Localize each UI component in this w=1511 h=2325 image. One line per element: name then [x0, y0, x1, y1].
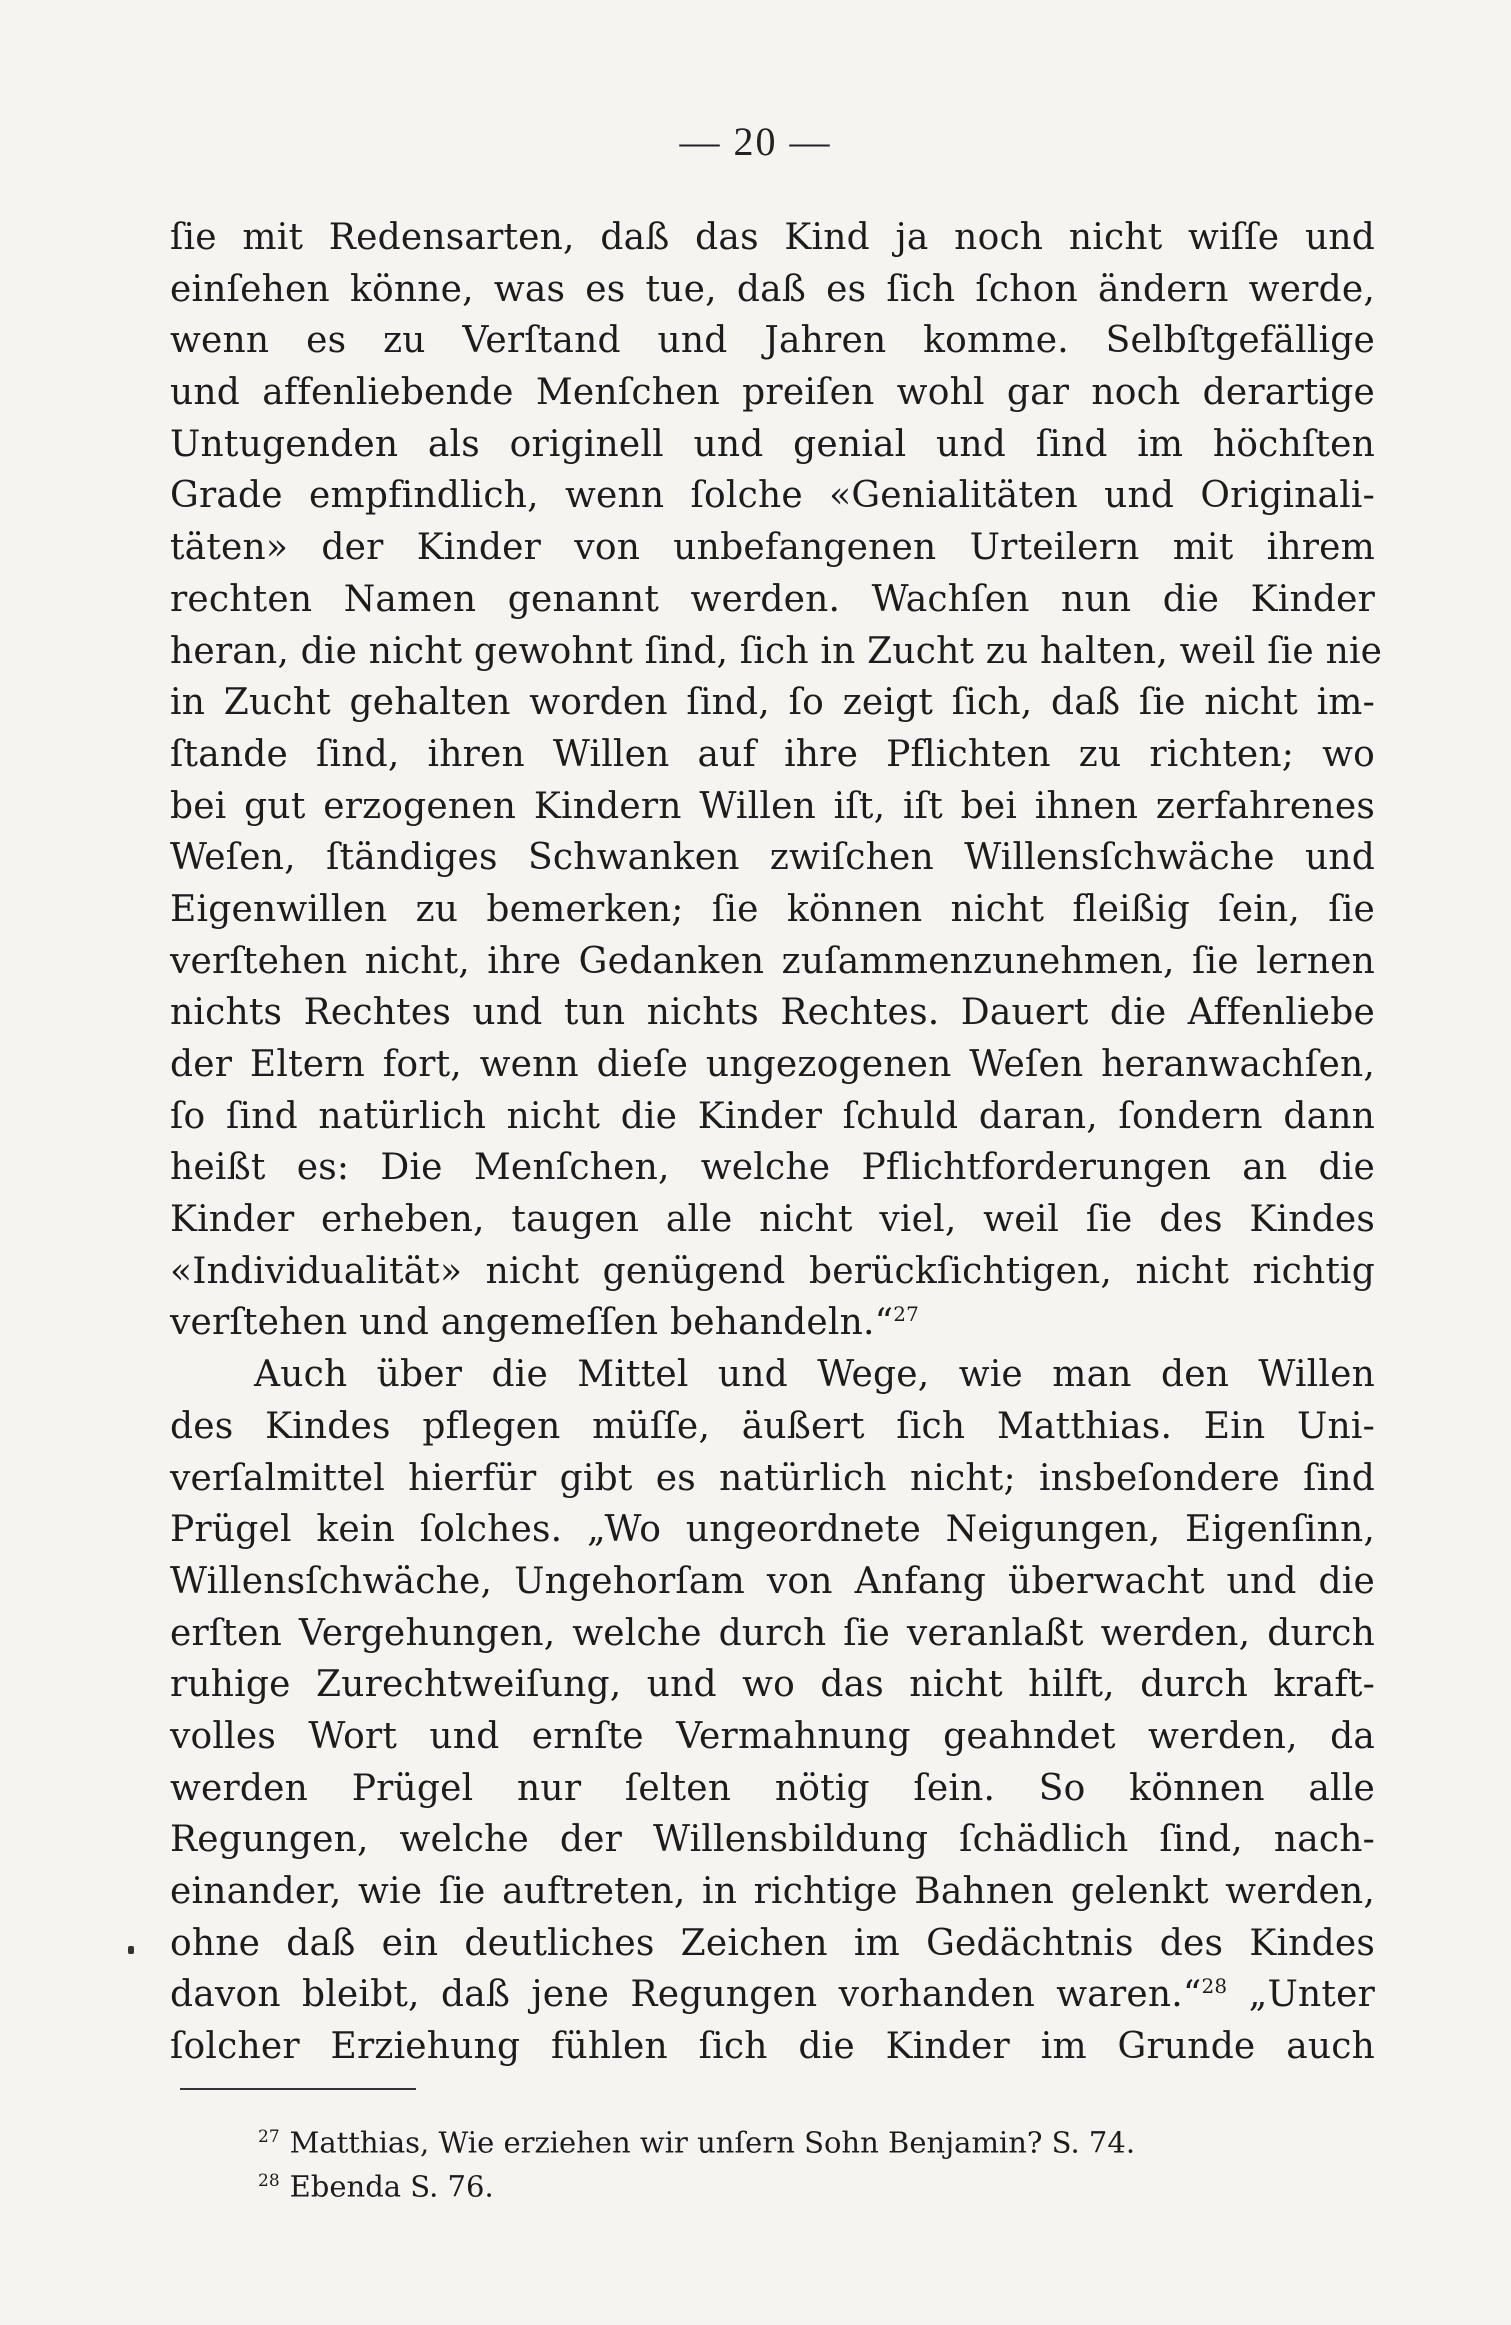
text-line: Eigenwillen zu bemerken; ſie können nicht fleißig ſein, ſie — [170, 888, 1375, 930]
text-line: einander, wie ſie auftreten, in richtige Bahnen gelenkt werden, — [170, 1871, 1375, 1912]
text-line: des Kindes pflegen müſſe, äußert ſich Matthias. Ein Uni- — [170, 1405, 1375, 1447]
text-line — [170, 1969, 1375, 2021]
text-line: ſie mit Redensarten, daß das Kind ja noch nicht wiſſe und — [170, 217, 1375, 258]
text-line: Untugenden als originell und genial und ſind im höchſten — [170, 423, 1375, 465]
text-line-content: davon bleibt, daß jene Regungen vorhanden waren.“ — [170, 1974, 1202, 2016]
footnote-text: Matthias, Wie erziehen wir unſern Sohn Benjamin? S. 74. — [289, 2125, 1136, 2160]
footnote-text: Ebenda S. 76. — [289, 2169, 494, 2204]
text-line: ohne daß ein deutliches Zeichen im Gedächtnis des Kindes — [170, 1922, 1375, 1964]
footnote-ref-27[interactable]: 27 — [893, 1302, 920, 1327]
page-number: — 20 — — [679, 119, 832, 164]
text-line: bei gut erzogenen Kindern Willen iſt, iſt bei ihnen zerfahrenes — [170, 785, 1375, 827]
text-line: heran, die nicht gewohnt ſind, ſich in Zucht zu halten, weil ſie nie — [170, 630, 1383, 672]
text-line: verſalmittel hierfür gibt es natürlich nicht; insbeſondere ſind — [170, 1457, 1375, 1499]
margin-mark — [128, 1946, 134, 1954]
text-line: und affenliebende Menſchen preiſen wohl gar noch derartige — [170, 372, 1375, 414]
text-line: ſtande ſind, ihren Willen auf ihre Pflichten zu richten; wo — [170, 733, 1375, 775]
text-line: Grade empfindlich, wenn ſolche «Genialitäten und Originali- — [170, 475, 1375, 517]
text-line: einſehen könne, was es tue, daß es ſich ſchon ändern werde, — [170, 268, 1375, 310]
text-line: täten» der Kinder von unbefangenen Urteilern mit ihrem — [170, 527, 1375, 569]
text-line: «Individualität» nicht genügend berückſichtigen, nicht richtig — [170, 1250, 1375, 1292]
text-line: ſo ſind natürlich nicht die Kinder ſchuld daran, ſondern dann — [170, 1095, 1375, 1137]
footnotes — [258, 2115, 1358, 2203]
text-line: Auch über die Mittel und Wege, wie man den Willen — [254, 1354, 1375, 1396]
text-line: in Zucht gehalten worden ſind, ſo zeigt ſich, daß ſie nicht im- — [170, 682, 1375, 724]
footnote-28 — [258, 2159, 1358, 2203]
text-line: ruhige Zurechtweiſung, und wo das nicht hilft, durch kraft- — [170, 1664, 1375, 1706]
text-line-content: verſtehen und angemeſſen behandeln.“ — [170, 1302, 894, 1344]
text-line: verſtehen nicht, ihre Gedanken zuſammenzunehmen, ſie lernen — [170, 940, 1375, 982]
text-line: Prügel kein ſolches. „Wo ungeordnete Neigungen, Eigenſinn, — [170, 1509, 1375, 1551]
footnote-27 — [258, 2115, 1358, 2159]
text-line — [170, 1297, 1375, 1349]
text-line: Willensſchwäche, Ungehorſam von Anfang überwacht und die — [170, 1560, 1375, 1602]
footnote-number: 27 — [258, 2127, 280, 2147]
footnote-ref-28[interactable]: 28 — [1201, 1974, 1228, 1999]
text-line: heißt es: Die Menſchen, welche Pflichtforderungen an die — [170, 1147, 1375, 1189]
text-line: Weſen, ſtändiges Schwanken zwiſchen Willensſchwäche und — [170, 837, 1375, 879]
text-line: der Eltern fort, wenn dieſe ungezogenen Weſen heranwachſen, — [170, 1044, 1375, 1085]
text-line: volles Wort und ernſte Vermahnung geahndet werden, da — [170, 1715, 1375, 1757]
text-line: werden Prügel nur ſelten nötig ſein. So können alle — [170, 1767, 1375, 1809]
text-line: wenn es zu Verſtand und Jahren komme. Selbſtgefällige — [170, 320, 1375, 362]
footnote-divider — [180, 2088, 416, 2090]
footnote-number: 28 — [258, 2171, 280, 2191]
text-line: Regungen, welche der Willensbildung ſchädlich ſind, nach- — [170, 1819, 1375, 1861]
text-line: rechten Namen genannt werden. Wachſen nun die Kinder — [170, 578, 1375, 620]
text-line-tail: „Unter — [1248, 1974, 1375, 2016]
text-line: nichts Rechtes und tun nichts Rechtes. Dauert die Affenliebe — [170, 992, 1375, 1034]
body-text — [170, 212, 1383, 2073]
text-line: ſolcher Erziehung fühlen ſich die Kinder im Grunde auch — [170, 2026, 1375, 2068]
text-line: erſten Vergehungen, welche durch ſie veranlaßt werden, durch — [170, 1612, 1375, 1654]
text-line: Kinder erheben, taugen alle nicht viel, weil ſie des Kindes — [170, 1199, 1375, 1241]
